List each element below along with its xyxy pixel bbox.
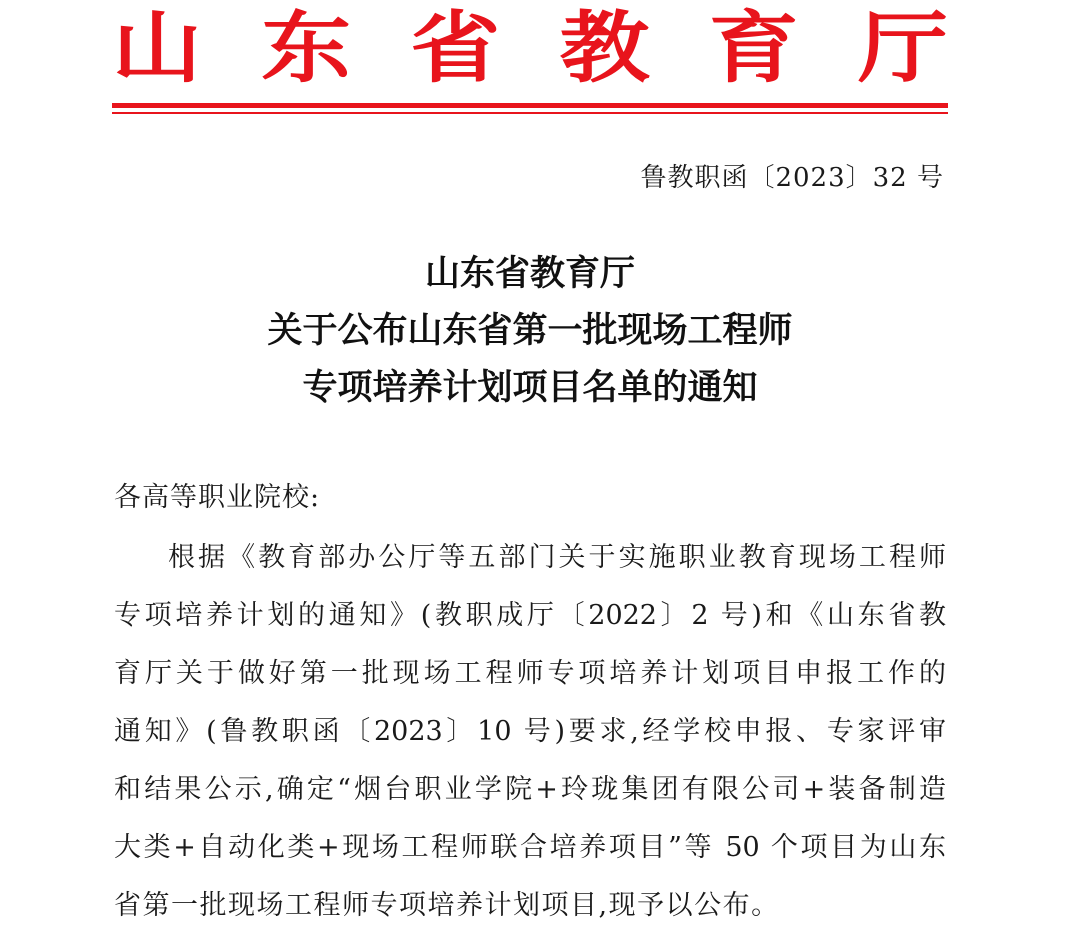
masthead-title	[112, 0, 948, 94]
masthead-char: 厅	[857, 2, 948, 94]
body-line: 育厅关于做好第一批现场工程师专项培养计划项目申报工作的	[114, 658, 946, 689]
document-title	[112, 246, 948, 417]
body-line: 省第一批现场工程师专项培养计划项目,现予以公布。	[114, 890, 780, 921]
body-line: 通知》(鲁教职函〔2023〕10 号)要求,经学校申报、专家评审	[114, 716, 946, 747]
masthead-char: 省	[410, 2, 501, 94]
salutation: 各高等职业院校:	[114, 482, 321, 513]
masthead-rule-thin	[112, 112, 948, 114]
body-line: 和结果公示,确定“烟台职业学院+玲珑集团有限公司+装备制造	[114, 774, 946, 805]
body-line: 根据《教育部办公厅等五部门关于实施职业教育现场工程师	[168, 542, 946, 573]
title-line: 专项培养计划项目名单的通知	[302, 368, 758, 408]
body-line: 大类+自动化类+现场工程师联合培养项目”等 50 个项目为山东	[114, 832, 946, 863]
masthead-char: 育	[708, 2, 799, 94]
masthead-rule-thick	[112, 103, 948, 108]
masthead-char: 东	[261, 2, 352, 94]
title-line: 关于公布山东省第一批现场工程师	[267, 311, 793, 351]
body-line: 专项培养计划的通知》(教职成厅〔2022〕2 号)和《山东省教	[114, 600, 946, 631]
masthead-char: 山	[112, 2, 202, 94]
document-number: 鲁教职函〔2023〕32 号	[640, 163, 944, 193]
masthead-char: 教	[559, 2, 650, 94]
title-line: 山东省教育厅	[424, 254, 635, 294]
